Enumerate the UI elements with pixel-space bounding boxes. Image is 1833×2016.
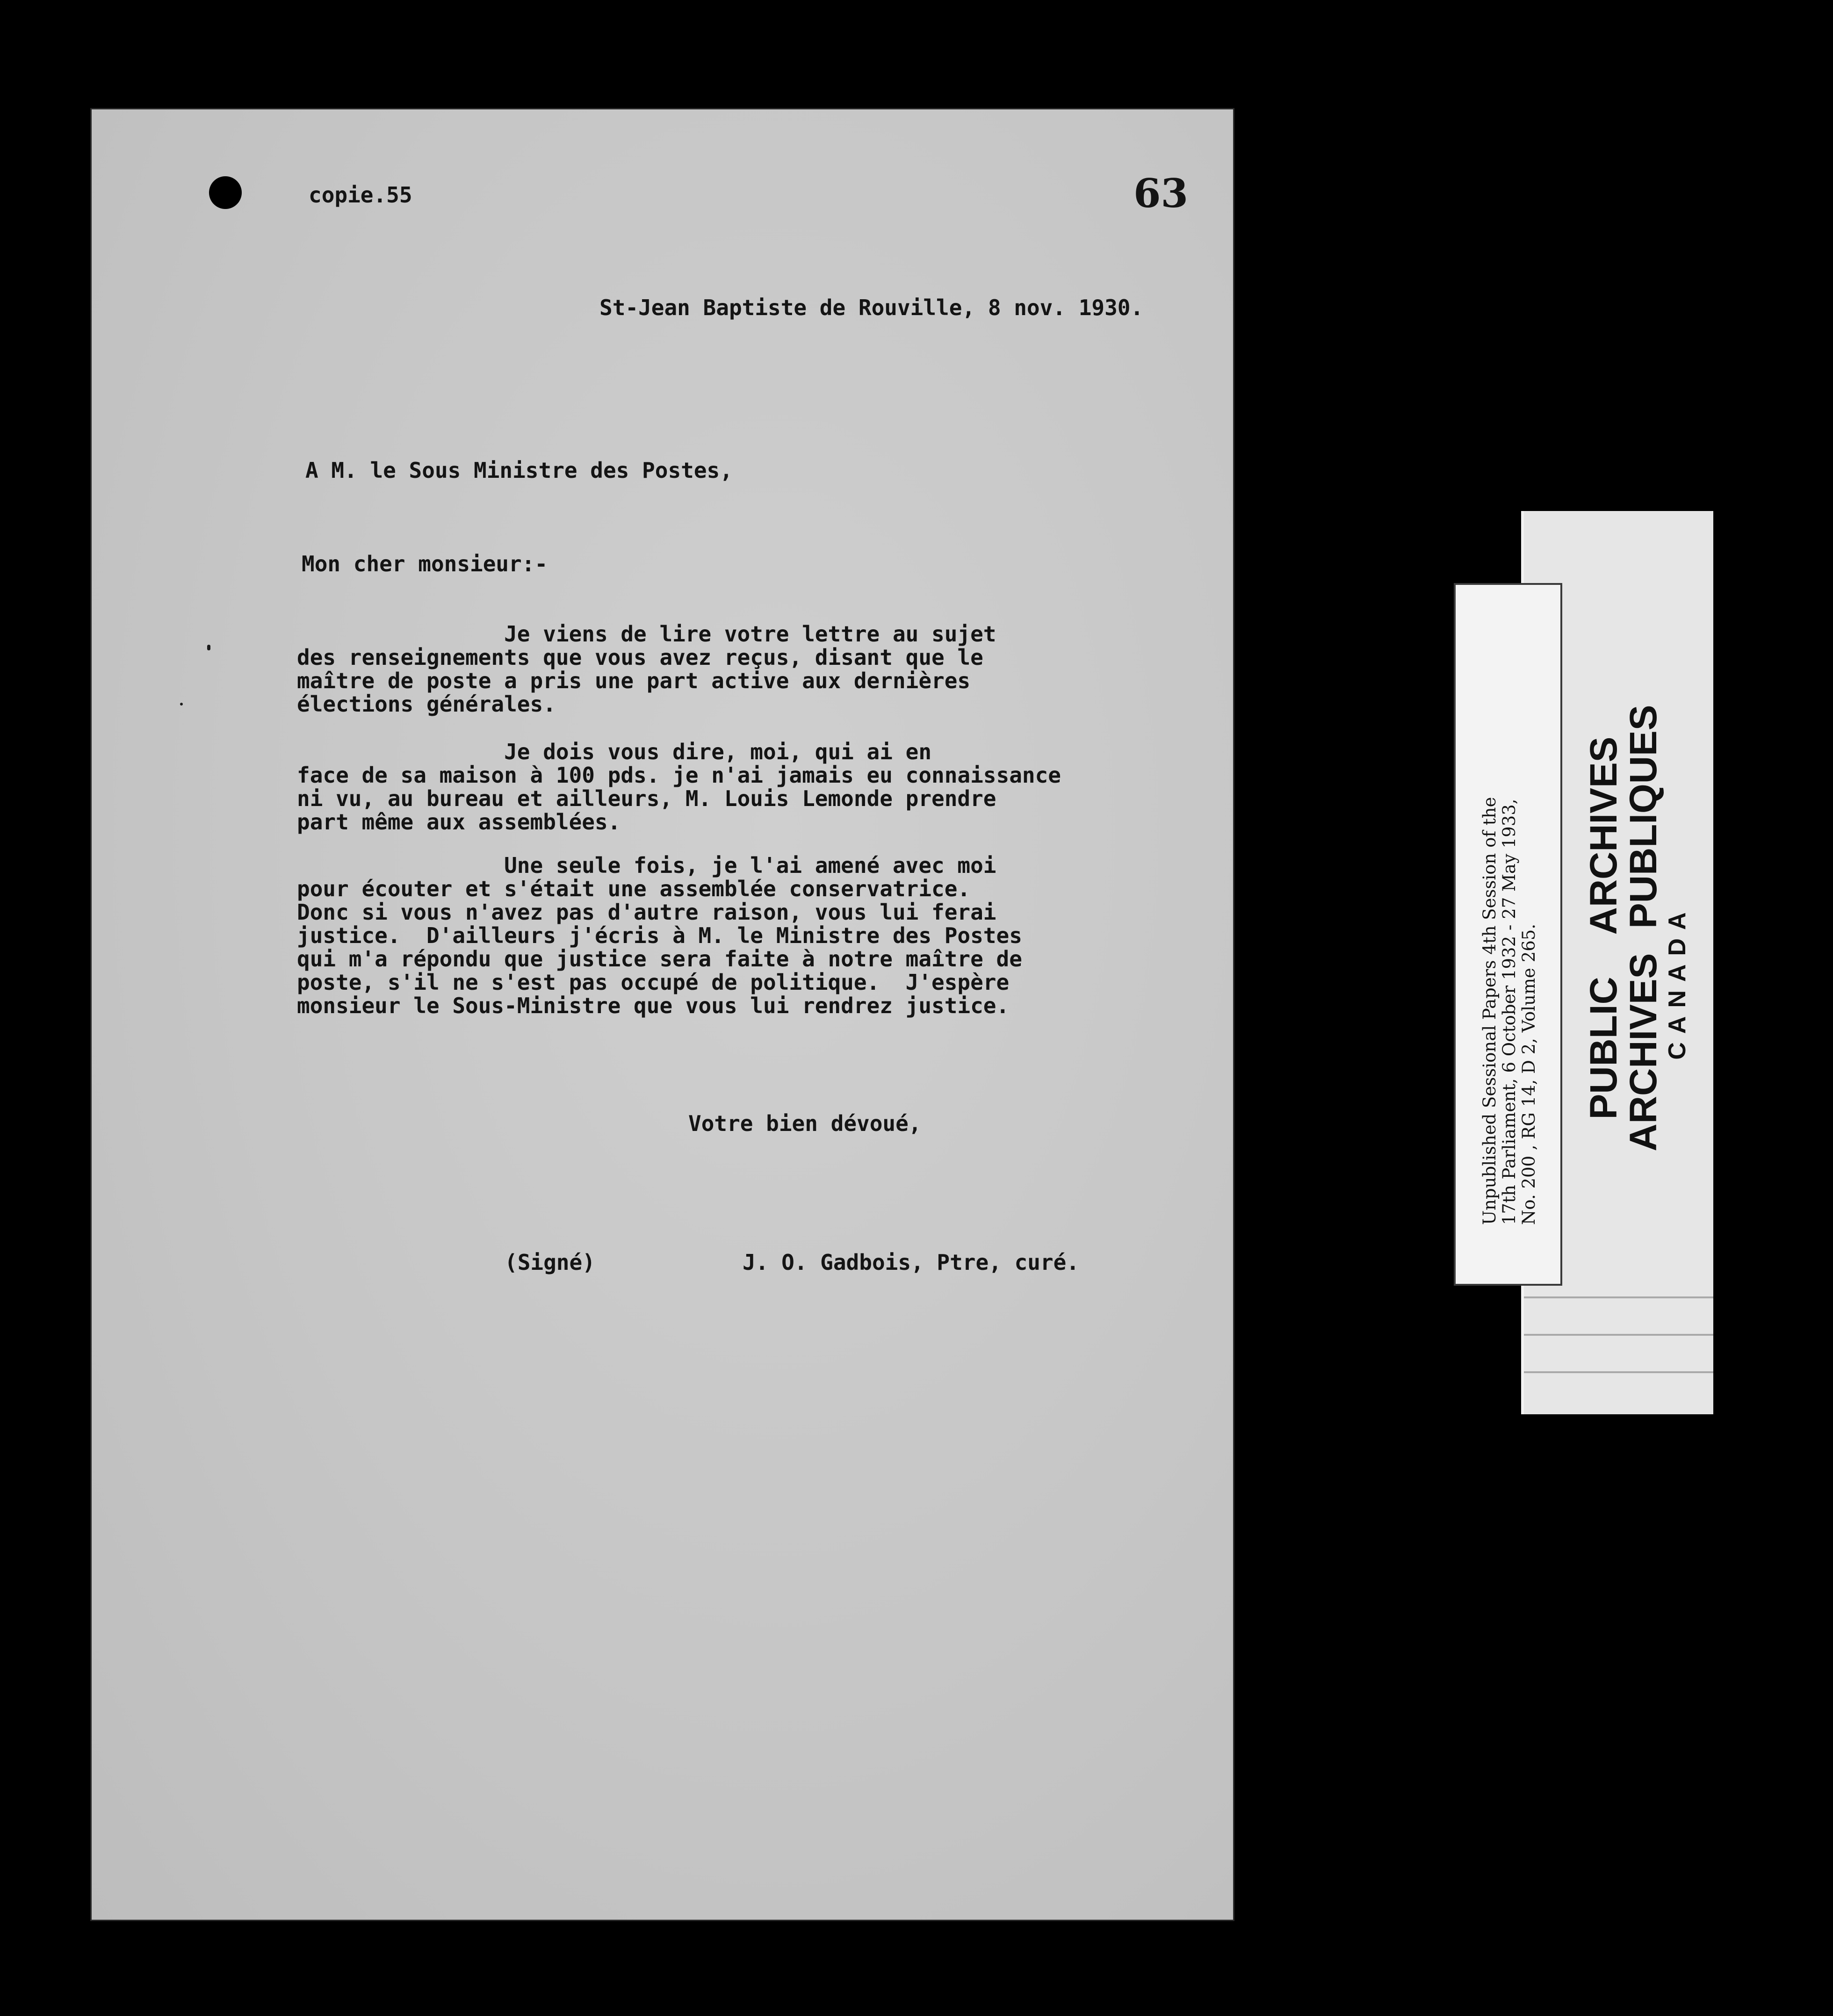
- signature: J. O. Gadbois, Ptre, curé.: [743, 1250, 1080, 1275]
- date-line: St-Jean Baptiste de Rouville, 8 nov. 1930.: [599, 295, 1144, 320]
- page-number: 63: [1133, 170, 1188, 216]
- citation-line: No. 200 , RG 14, D 2, Volume 265.: [1519, 923, 1539, 1225]
- archive-citation: [1480, 645, 1539, 1225]
- signed-label: (Signé): [505, 1250, 595, 1275]
- archive-stamp-english: PUBLIC ARCHIVES: [1582, 736, 1625, 1120]
- copy-reference: copie.55: [309, 182, 412, 208]
- citation-line: Unpublished Sessional Papers 4th Session of the: [1479, 797, 1500, 1225]
- greeting: Mon cher monsieur:-: [302, 551, 548, 576]
- paper-speck: [180, 703, 183, 706]
- paper-speck: [207, 645, 210, 650]
- citation-line: 17th Parliament, 6 October 1932 - 27 May 1933,: [1499, 799, 1519, 1225]
- letter-paragraph: Une seule fois, je l'ai amené avec moi pour écouter et s'était une assemblée conservatrice. Donc si vous n'avez pas d'autre raison, vous lui ferai justice. D'ailleurs j'écris à M. le Ministre des Postes qui m'a répondu que justice sera faite à notre maître de poste, s'il ne s'est pas occupé de politique. J'espère monsieur le Sous-Ministre que vous lui rendrez justice.: [297, 853, 1022, 1018]
- addressee: A M. le Sous Ministre des Postes,: [305, 458, 733, 483]
- archive-stamp-french: ARCHIVES PUBLIQUES: [1622, 705, 1665, 1152]
- letter-paragraph: Je dois vous dire, moi, qui ai en face de sa maison à 100 pds. je n'ai jamais eu connaissance ni vu, au bureau et ailleurs, M. Louis Lemonde prendre part même aux assemblées.: [297, 739, 1061, 835]
- letter-page: [90, 108, 1234, 1921]
- closing: Votre bien dévoué,: [688, 1111, 922, 1136]
- archive-stamp-country: CANADA: [1664, 904, 1691, 1060]
- punch-hole: [209, 176, 242, 209]
- letter-paragraph: Je viens de lire votre lettre au sujet des renseignements que vous avez reçus, disant que le maître de poste a pris une part active aux dernières élections générales.: [297, 621, 996, 717]
